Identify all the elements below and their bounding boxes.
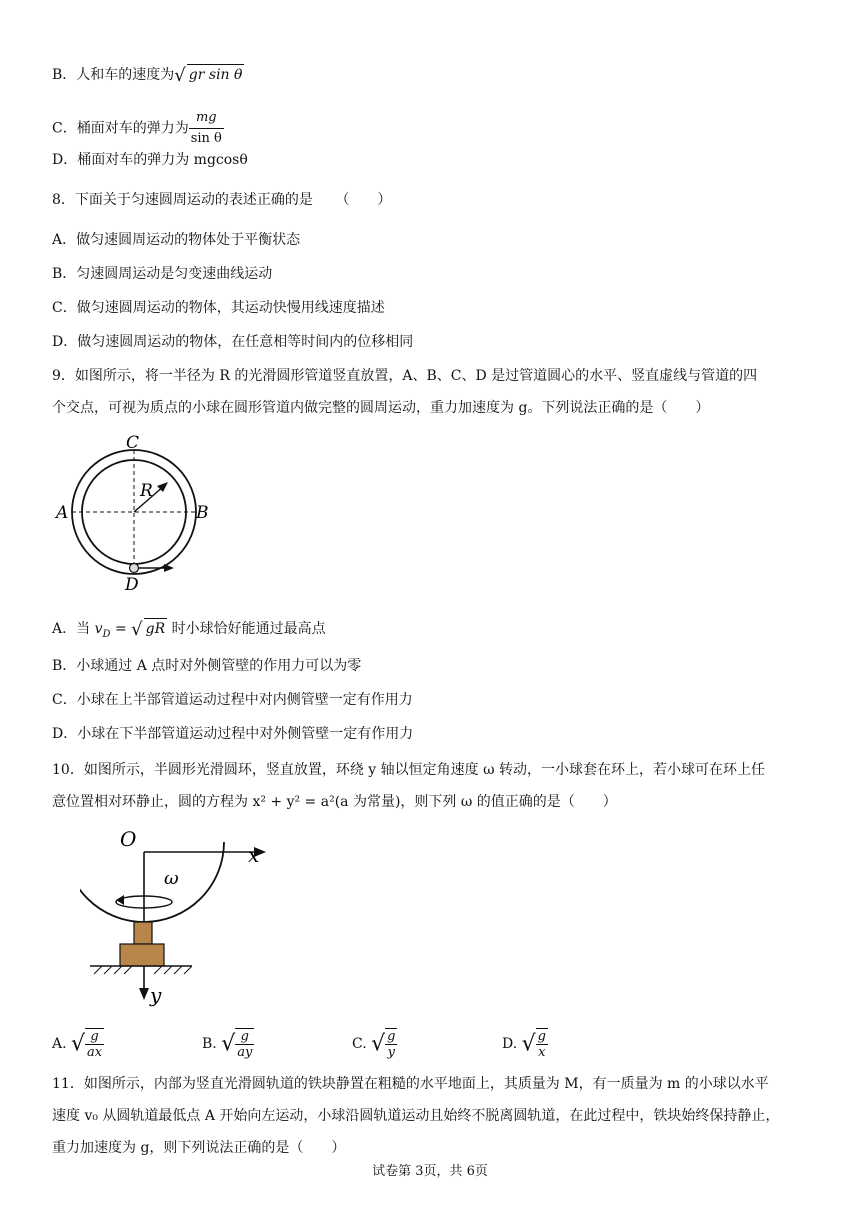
q7-option-b — [52, 64, 244, 86]
sqrt-symbol: √ — [174, 65, 186, 86]
base-block — [120, 944, 164, 966]
q7-option-c-text: C．桶面对车的弹力为 — [52, 120, 189, 137]
q8-stem — [52, 190, 391, 210]
q9-option-a-prefix: A．当 — [52, 621, 95, 637]
q9-stem-line1: 9．如图所示，将一半径为 R 的光滑圆形管道竖直放置，A、B、C、D 是过管道圆心的水平、竖直虚线与管道的四 — [52, 368, 758, 384]
q10-option-c — [352, 1028, 397, 1060]
q9-option-b: B．小球通过 A 点时对外侧管壁的作用力可以为零 — [52, 658, 362, 674]
q11-stem-line2: 速度 v₀ 从圆轨道最低点 A 开始向左运动，小球沿圆轨道运动且始终不脱离圆轨道，在此过程中，铁块始终保持静止， — [52, 1108, 780, 1124]
fraction-numerator: mg — [189, 108, 224, 129]
page-footer: 试卷第 3页，共 6页 — [372, 1164, 488, 1179]
y-axis-arrowhead — [139, 988, 149, 1000]
label-r: R — [140, 481, 153, 501]
q9-option-a-root: gR — [144, 618, 168, 639]
semicircle-ring — [80, 842, 224, 922]
label-d: D — [125, 575, 139, 595]
q7-option-c — [52, 108, 224, 149]
q7-option-b-text: B．人和车的速度为 — [52, 67, 175, 83]
q11-stem-line3: 重力加速度为 g，则下列说法正确的是（ ） — [52, 1140, 346, 1156]
q8-stem-text: 8．下面关于匀速圆周运动的表述正确的是 — [52, 192, 313, 208]
label-c: C — [126, 433, 140, 453]
q8-option-c: C．做匀速圆周运动的物体，其运动快慢用线速度描述 — [52, 300, 385, 316]
fraction-numerator: g — [85, 1029, 104, 1045]
q9-option-a-var: v — [94, 621, 103, 637]
q7-option-b-root: gr sin θ — [187, 64, 245, 85]
fraction-denominator: y — [387, 1045, 395, 1060]
label-omega: ω — [164, 868, 179, 889]
q9-option-a-eq: = — [110, 621, 132, 637]
label-a: A — [56, 503, 69, 523]
q10-option-d-label: D. — [502, 1036, 518, 1052]
fraction-denominator: sin θ — [190, 131, 222, 146]
q10-rotating-ring-figure — [80, 822, 290, 1012]
q7-option-c-fraction — [189, 108, 224, 149]
fraction-numerator: g — [235, 1029, 254, 1045]
sqrt-symbol: √ — [221, 1031, 236, 1057]
q10-option-a — [52, 1028, 104, 1060]
q11-stem-line1: 11．如图所示，内部为竖直光滑圆轨道的铁块静置在粗糙的水平地面上，其质量为 M，有一质量为 m 的小球以水平 — [52, 1076, 769, 1092]
q9-stem-line2: 个交点，可视为质点的小球在圆形管道内做完整的圆周运动，重力加速度为 g。下列说法正确的是（ ） — [52, 400, 710, 416]
q9-option-a-sub: D — [102, 628, 111, 640]
q8-option-d: D．做匀速圆周运动的物体，在任意相等时间内的位移相同 — [52, 334, 414, 350]
q9-option-c: C．小球在上半部管道运动过程中对内侧管壁一定有作用力 — [52, 692, 413, 708]
fraction-numerator: g — [387, 1029, 396, 1044]
label-y: y — [150, 983, 162, 1007]
sqrt-symbol: √ — [131, 619, 143, 640]
q9-option-a — [52, 618, 326, 645]
velocity-arrowhead — [164, 564, 174, 572]
q8-option-b: B．匀速圆周运动是匀变速曲线运动 — [52, 266, 273, 282]
sqrt-symbol: √ — [521, 1031, 536, 1057]
sqrt-symbol: √ — [371, 1031, 386, 1057]
axle-block — [134, 922, 152, 944]
q10-option-c-label: C. — [352, 1036, 367, 1052]
fraction-denominator: ay — [237, 1045, 253, 1060]
fraction-denominator: ax — [87, 1045, 103, 1060]
q10-option-b — [202, 1028, 254, 1060]
q8-answer-paren: （ ） — [335, 192, 392, 208]
q8-option-a: A．做匀速圆周运动的物体处于平衡状态 — [52, 232, 301, 248]
q10-option-b-fraction — [235, 1028, 254, 1060]
q10-stem-line2: 意位置相对环静止，圆的方程为 x² + y² = a²(a 为常量)，则下列 ω 的值正确的是（ ） — [52, 794, 617, 810]
fraction-numerator: g — [537, 1029, 546, 1044]
q9-option-d: D．小球在下半部管道运动过程中对外侧管壁一定有作用力 — [52, 726, 414, 742]
q10-option-c-fraction — [385, 1028, 397, 1060]
q9-circular-pipe-figure — [52, 430, 222, 600]
label-x: x — [248, 843, 260, 867]
q9-option-a-suffix: 时小球恰好能通过最高点 — [167, 621, 326, 637]
q10-stem-line1: 10．如图所示，半圆形光滑圆环，竖直放置，环绕 y 轴以恒定角速度 ω 转动，一小球套在环上，若小球可在环上任 — [52, 762, 765, 778]
q10-option-a-label: A. — [52, 1036, 67, 1052]
q7-option-d: D．桶面对车的弹力为 mgcosθ — [52, 152, 248, 168]
ball — [130, 564, 139, 573]
sqrt-symbol: √ — [71, 1031, 86, 1057]
label-o: O — [120, 827, 137, 851]
ground-hatching — [94, 966, 192, 974]
q10-option-d — [502, 1028, 548, 1060]
q10-option-a-fraction — [85, 1028, 104, 1060]
label-b: B — [196, 503, 209, 523]
fraction-denominator: x — [538, 1045, 546, 1060]
q10-option-d-fraction — [536, 1028, 548, 1060]
q10-option-b-label: B. — [202, 1036, 217, 1052]
